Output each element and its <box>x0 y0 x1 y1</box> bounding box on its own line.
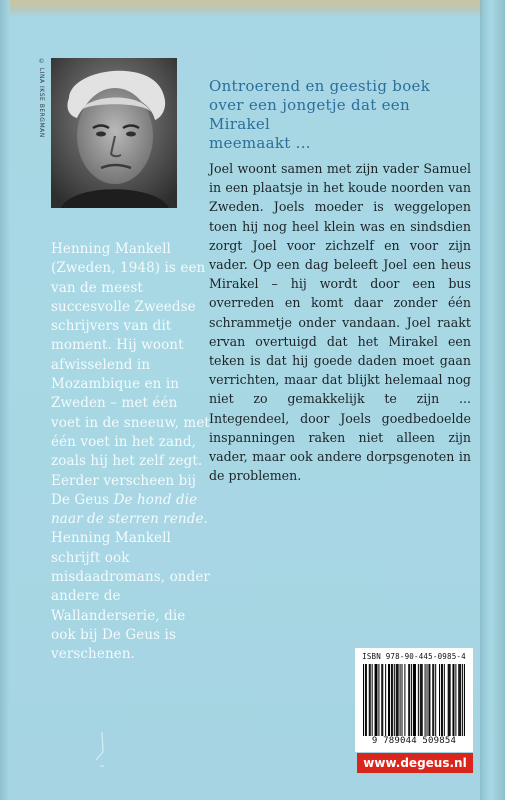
barcode-bar <box>444 664 445 736</box>
barcode-bar <box>458 664 459 736</box>
barcode-bar <box>429 664 430 736</box>
previous-book-title: De hond die naar de sterren rende <box>51 491 204 528</box>
blurb-text: Joel woont samen met zijn vader Samuel in een plaatsje in het koude noorden van Zweden. Joels moeder is weggelopen toen hij nog heel klein was en sindsdien zorgt Joel voor zichzelf en voor zijn vader. Op een dag beleeft Joel een heus Mirakel – hij wordt door een bus overreden en komt daar zonder één schrammetje onder vandaan. Joel raakt ervan overtuigd dat het Mirakel een teken is dat hij goede daden moet gaan verrichten, maar dat blijkt helemaal nog niet zo gemakkelijk te zijn ... Integendeel, door Joels goedbedoelde inspanningen raken niet alleen zijn vader, maar ook andere dorpsgenoten in de problemen. <box>209 161 471 484</box>
author-portrait-illustration <box>51 58 177 208</box>
barcode-bar <box>432 664 433 736</box>
barcode-bar <box>381 664 382 736</box>
bio-suffix: . <box>203 511 208 528</box>
barcode-bar <box>375 664 376 736</box>
barcode-bar <box>420 664 421 736</box>
tagline-line-3: meemaakt ... <box>209 134 311 152</box>
barcode-bar <box>366 664 367 736</box>
blurb <box>209 159 471 485</box>
bio-prefix: Eerder verscheen bij De Geus <box>51 472 197 508</box>
barcode-bar <box>439 664 440 736</box>
barcode-bar <box>459 664 460 736</box>
tagline <box>209 77 469 153</box>
barcode-bar <box>421 664 422 736</box>
barcode-bar <box>449 664 450 736</box>
barcode-bar <box>365 664 366 736</box>
barcode-bar <box>453 664 454 736</box>
publisher-website[interactable]: www.degeus.nl <box>357 753 473 773</box>
barcode-bar <box>404 664 405 736</box>
barcode-bar <box>448 664 449 736</box>
bio-paragraph-1: Henning Mankell (Zweden, 1948) is een van de meest succesvolle Zweedse schrijvers van dit moment. Hij woont afwisselend in Mozambique en in Zweden – met één voet in de sneeuw, met één voet in het zand, zoals hij het zelf zegt. <box>51 241 210 470</box>
barcode-bar <box>376 664 377 736</box>
barcode-bar <box>435 664 436 736</box>
barcode-bar <box>415 664 416 736</box>
barcode-bar <box>441 664 442 736</box>
barcode-bar <box>427 664 428 736</box>
barcode-bar <box>372 664 373 736</box>
barcode-bar <box>462 664 463 736</box>
barcode-bar <box>392 664 393 736</box>
barcode-bar <box>369 664 370 736</box>
barcode-bar <box>460 664 461 736</box>
barcode-bar <box>389 664 390 736</box>
barcode-bar <box>425 664 426 736</box>
barcode-bar <box>401 664 402 736</box>
barcode-bar <box>396 664 397 736</box>
barcode-bar <box>363 664 364 736</box>
barcode-bar <box>428 664 429 736</box>
barcode-bar <box>394 664 395 736</box>
barcode-bar <box>376 664 377 736</box>
barcode-bar <box>408 664 409 736</box>
isbn-label: ISBN 978-90-445-0985-4 <box>362 652 466 661</box>
barcode-bar <box>388 664 389 736</box>
barcode-bar <box>455 664 456 736</box>
barcode-bar <box>378 664 379 736</box>
author-bio <box>51 240 211 665</box>
barcode-bar <box>391 664 392 736</box>
barcode-digits: 9 789044 509854 <box>371 736 457 746</box>
tagline-line-1: Ontroerend en geestig boek <box>209 77 431 95</box>
barcode-bar <box>409 664 410 736</box>
tagline-line-2: over een jongetje dat een Mirakel <box>209 96 410 133</box>
spine-edge <box>482 0 505 800</box>
bio-paragraph-2 <box>51 472 211 530</box>
barcode-panel <box>355 648 473 752</box>
author-photo <box>51 58 177 208</box>
barcode <box>363 664 465 736</box>
pen-mark-decoration <box>90 730 120 770</box>
barcode-bar <box>414 664 415 736</box>
barcode-bar <box>450 664 451 736</box>
barcode-bar <box>398 664 399 736</box>
barcode-bar <box>464 664 465 736</box>
barcode-bar <box>400 664 401 736</box>
cover-top-strip <box>0 0 505 16</box>
cover-left-edge <box>0 0 10 800</box>
barcode-bar <box>397 664 398 736</box>
bio-paragraph-3: Henning Mankell schrijft ook misdaadromans, onder andere de Wallanderserie, die ook bij De Geus is verschenen. <box>51 530 210 663</box>
photo-credit: © LINA IKSE BERGMAN <box>38 58 45 138</box>
barcode-bar <box>433 664 434 736</box>
barcode-bar <box>418 664 419 736</box>
barcode-bar <box>442 664 443 736</box>
barcode-bar <box>422 664 423 736</box>
barcode-bar <box>413 664 414 736</box>
barcode-bar <box>411 664 412 736</box>
barcode-bar <box>370 664 371 736</box>
barcode-bar <box>452 664 453 736</box>
barcode-bar <box>382 664 383 736</box>
barcode-bar <box>385 664 386 736</box>
